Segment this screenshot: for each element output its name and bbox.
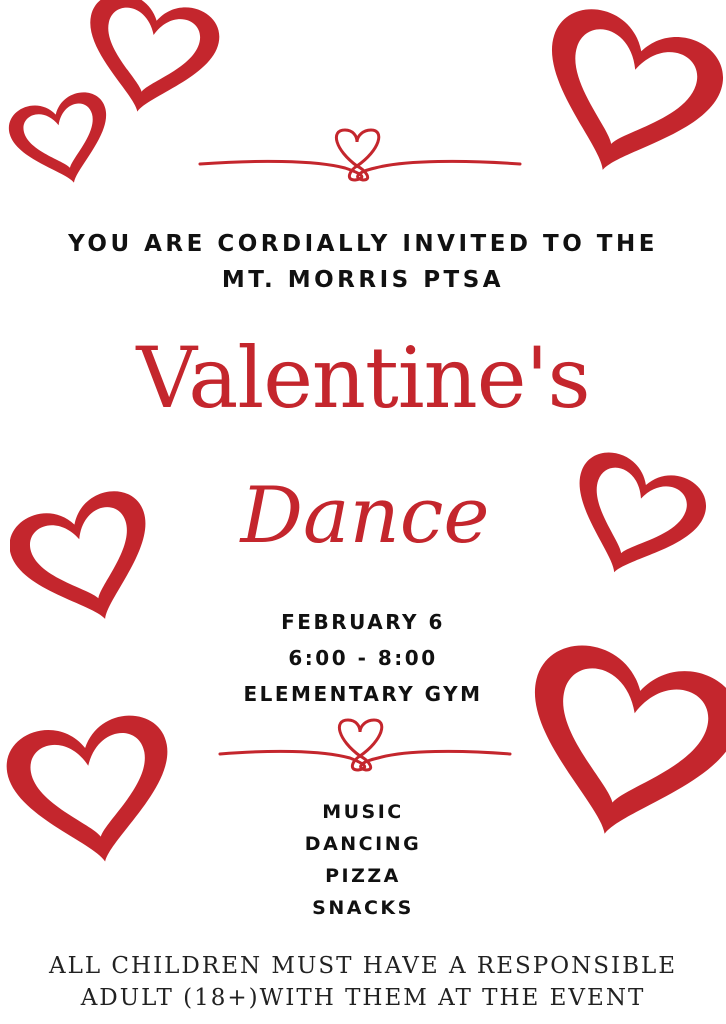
event-title: Valentine's [136,329,590,427]
event-location: ELEMENTARY GYM [243,682,483,706]
event-details [0,604,726,712]
event-date: FEBRUARY 6 [281,610,445,634]
event-time: 6:00 - 8:00 [288,646,438,670]
heart-icon [5,78,120,198]
event-subtitle-script [230,450,500,580]
notice-line-1: ALL CHILDREN MUST HAVE A RESPONSIBLE [48,953,678,979]
invitation-text [0,226,726,298]
activity-item: PIZZA [325,865,401,887]
invite-line-1: YOU ARE CORDIALLY INVITED TO THE [68,231,658,257]
activity-item: MUSIC [322,801,404,823]
activities-list [0,796,726,924]
invite-line-2: MT. MORRIS PTSA [221,267,505,293]
activity-item: SNACKS [312,897,414,919]
dance-script-text: Dance [240,471,490,561]
heart-icon [560,440,710,590]
heart-flourish-divider [215,712,515,782]
notice-line-2: ADULT (18+)WITH THEM AT THE EVENT [80,985,646,1011]
heart-icon [528,0,726,190]
activity-item: DANCING [304,833,422,855]
supervision-notice [0,950,726,1014]
heart-flourish-divider [195,122,525,192]
